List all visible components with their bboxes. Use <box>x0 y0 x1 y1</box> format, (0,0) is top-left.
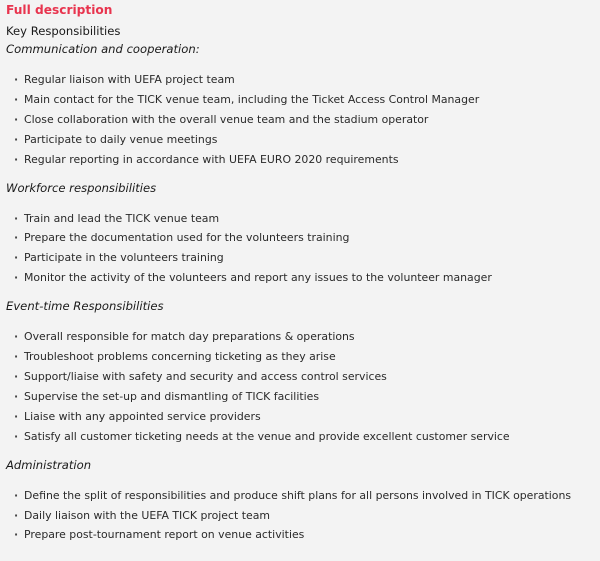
bullet-list <box>6 327 600 446</box>
list-item: · Define the split of responsibilities and produce shift plans for all persons involved in TICK operations <box>14 486 600 506</box>
list-item: · Overall responsible for match day preparations & operations <box>14 327 600 347</box>
list-item: · Participate in the volunteers training <box>14 248 600 268</box>
list-item: · Troubleshoot problems concerning ticketing as they arise <box>14 347 600 367</box>
section-workforce <box>6 179 600 289</box>
section-heading: Workforce responsibilities <box>6 180 157 195</box>
list-item: · Prepare post-tournament report on venue activities <box>14 525 600 545</box>
section-heading: Administration <box>6 457 92 472</box>
list-item: · Main contact for the TICK venue team, including the Ticket Access Control Manager <box>14 90 600 110</box>
key-responsibilities-title: Key Responsibilities <box>6 24 121 38</box>
bullet-list <box>6 486 600 546</box>
section-heading: Communication and cooperation: <box>6 42 200 56</box>
list-item: · Regular reporting in accordance with UEFA EURO 2020 requirements <box>14 150 600 170</box>
full-description-title: Full description <box>6 3 113 17</box>
list-item: · Supervise the set-up and dismantling of TICK facilities <box>14 387 600 407</box>
list-item: · Satisfy all customer ticketing needs at the venue and provide excellent customer service <box>14 427 600 447</box>
list-item: · Close collaboration with the overall venue team and the stadium operator <box>14 110 600 130</box>
section-administration <box>6 456 600 546</box>
list-item: · Support/liaise with safety and security and access control services <box>14 367 600 387</box>
list-item: · Prepare the documentation used for the volunteers training <box>14 228 600 248</box>
section-communication <box>6 40 600 170</box>
list-item: · Daily liaison with the UEFA TICK project team <box>14 506 600 526</box>
bullet-list <box>6 209 600 289</box>
list-item: · Train and lead the TICK venue team <box>14 209 600 229</box>
section-heading: Event-time Responsibilities <box>6 299 164 314</box>
section-event-time <box>6 297 600 446</box>
bullet-list <box>6 70 600 170</box>
list-item: · Liaise with any appointed service providers <box>14 407 600 427</box>
list-item: · Participate to daily venue meetings <box>14 130 600 150</box>
list-item: · Regular liaison with UEFA project team <box>14 70 600 90</box>
list-item: · Monitor the activity of the volunteers and report any issues to the volunteer manager <box>14 268 600 288</box>
